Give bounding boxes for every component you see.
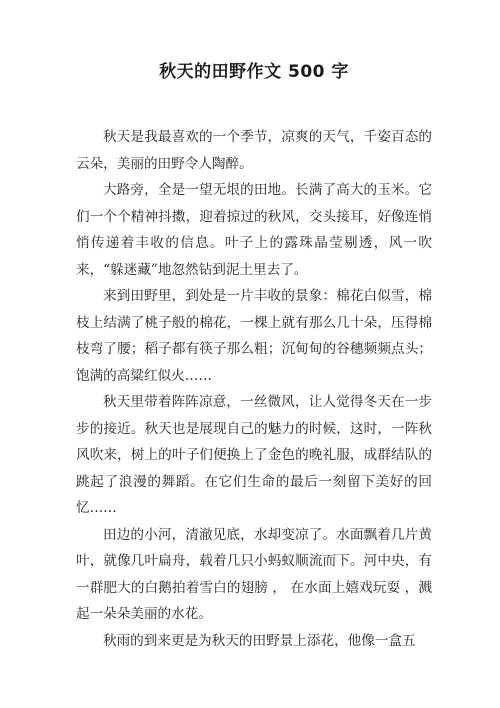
document-title: 秋天的田野作文 500 字 [159,62,349,82]
paragraph-4: 秋天里带着阵阵凉意，一丝微风，让人觉得冬天在一步步的接近。秋天也是展现自己的魅力的时候，这时，一阵秋风吹来，树上的叶子们便换上了金色的晚礼服，成群结队的跳起了浪漫的舞蹈。在它们生命的最后一刻留下美好的回忆…… [76,394,432,516]
paragraph-2: 大路旁，全是一望无垠的田地。长满了高大的玉米。它们一个个精神抖擞，迎着掠过的秋风，交头接耳，好像连悄悄传递着丰收的信息。叶子上的露珠晶莹剔透，风一吹来，“躲迷藏”地忽然钻到泥土里去了。 [76,182,432,278]
paragraph-1: 秋天是我最喜欢的一个季节，凉爽的天气，千姿百态的云朵，美丽的田野令人陶醉。 [76,129,432,172]
paragraph-5: 田边的小河，清澈见底，水却变凉了。水面飘着几片黄叶，就像几叶扁舟，载着几只小蚂蚁顺流而下。河中央，有一群肥大的白鹅拍着雪白的翅膀 ， 在水面上嬉戏玩耍 ，溅起一朵朵美丽的水花。 [76,526,432,622]
paragraph-6: 秋雨的到来更是为秋天的田野景上添花，他像一盒五 [103,632,416,649]
paragraph-3: 来到田野里，到处是一片丰收的景象：棉花白似雪，棉枝上结满了桃子般的棉花，一棵上就有那么几十朵，压得棉枝弯了腰；稻子都有筷子那么粗；沉甸甸的谷穗频频点头；饱满的高粱红似火…… [76,288,432,384]
